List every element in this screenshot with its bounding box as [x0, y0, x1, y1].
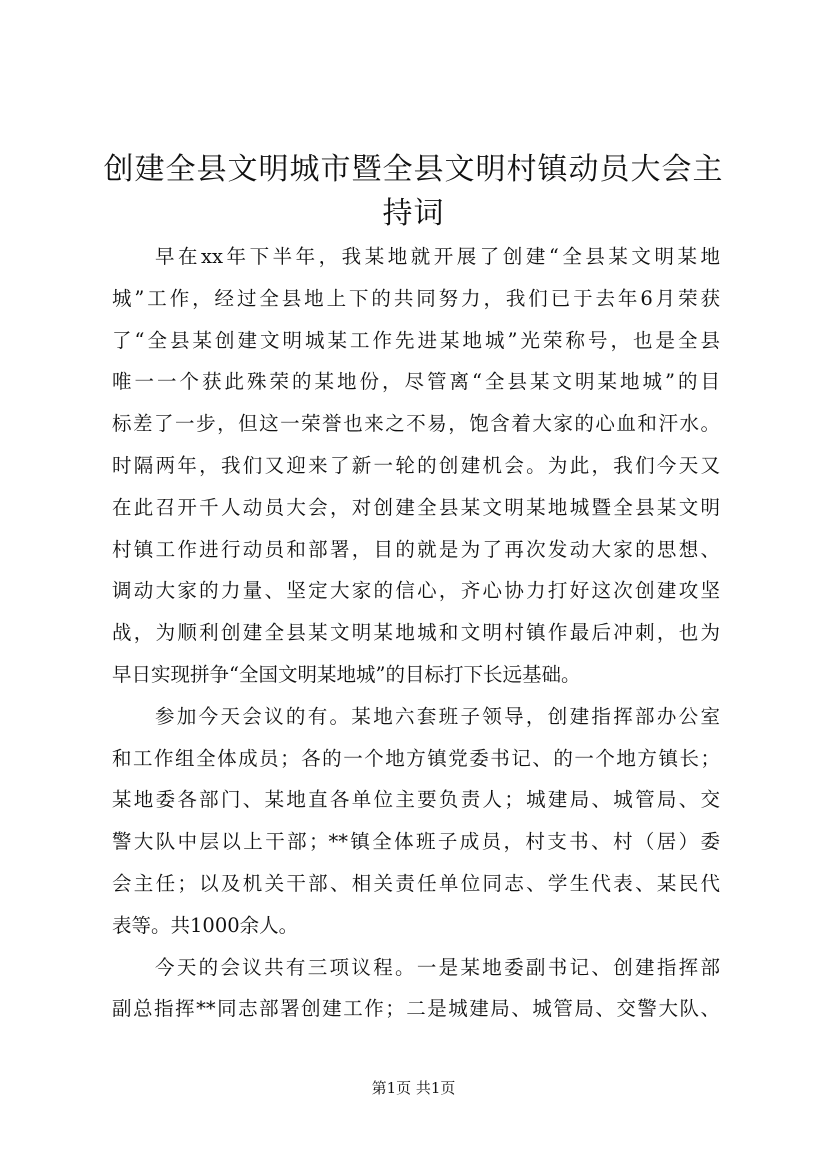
paragraph-line: 唯一一个获此殊荣的某地份，尽管离“全县某文明某地城”的目 — [112, 370, 720, 394]
page-footer: 第1页 共1页 — [371, 1079, 456, 1097]
paragraph-line: 副总指挥**同志部署创建工作；二是城建局、城管局、交警大队、 — [112, 997, 720, 1021]
paragraph-line: 城”工作，经过全县地上下的共同努力，我们已于去年6月荣获 — [112, 286, 720, 310]
paragraph-line: 表等。共1000余人。 — [112, 913, 299, 937]
paragraph-line: 今天的会议共有三项议程。一是某地委副书记、创建指挥部 — [155, 955, 720, 979]
paragraph-line: 战，为顺利创建全县某文明某地城和文明村镇作最后冲刺，也为 — [112, 621, 720, 645]
paragraph-line: 会主任；以及机关干部、相关责任单位同志、学生代表、某民代 — [112, 871, 720, 895]
paragraph-line: 标差了一步，但这一荣誉也来之不易，饱含着大家的心血和汗水。 — [112, 412, 720, 436]
paragraph-line: 早日实现拼争“全国文明某地城”的目标打下长远基础。 — [112, 662, 581, 686]
paragraph-line: 时隔两年，我们又迎来了新一轮的创建机会。为此，我们今天又 — [112, 453, 720, 477]
document-title — [100, 148, 727, 236]
paragraph — [112, 236, 720, 696]
paragraph-line: 了“全县某创建文明城某工作先进某地城”光荣称号，也是全县 — [112, 328, 720, 352]
paragraph-line: 和工作组全体成员；各的一个地方镇党委书记、的一个地方镇长； — [112, 746, 720, 770]
document-body — [112, 236, 720, 1030]
paragraph-line: 警大队中层以上干部；**镇全体班子成员，村支书、村（居）委 — [112, 830, 720, 854]
paragraph — [112, 947, 720, 1031]
paragraph-line: 调动大家的力量、坚定大家的信心，齐心协力打好这次创建攻坚 — [112, 579, 720, 603]
paragraph-line: 在此召开千人动员大会，对创建全县某文明某地城暨全县某文明 — [112, 495, 720, 519]
title-line: 创建全县文明城市暨全县文明村镇动员大会主 — [103, 152, 724, 187]
paragraph-line: 参加今天会议的有。某地六套班子领导，创建指挥部办公室 — [155, 704, 720, 728]
paragraph-line: 村镇工作进行动员和部署，目的就是为了再次发动大家的思想、 — [112, 537, 720, 561]
paragraph-line: 某地委各部门、某地直各单位主要负责人；城建局、城管局、交 — [112, 788, 720, 812]
paragraph — [112, 696, 720, 947]
title-line: 持词 — [382, 196, 445, 231]
paragraph-line: 早在xx年下半年，我某地就开展了创建“全县某文明某地 — [155, 245, 720, 268]
